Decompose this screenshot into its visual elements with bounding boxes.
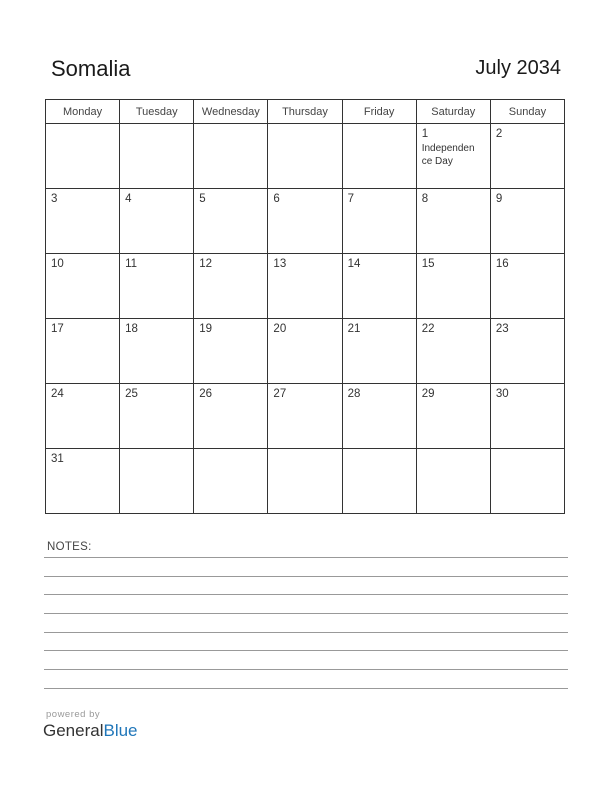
day-number: 6: [273, 193, 280, 205]
weekday-header: Saturday: [416, 100, 490, 124]
brand-text-general: General: [43, 721, 104, 740]
day-number: 4: [125, 193, 132, 205]
day-cell: [416, 384, 490, 449]
weekday-header-row: [46, 100, 565, 124]
weekday-header: Wednesday: [194, 100, 268, 124]
day-cell: [194, 189, 268, 254]
day-number: 29: [421, 388, 435, 400]
day-number: 27: [273, 388, 287, 400]
day-cell: [194, 254, 268, 319]
day-number: 11: [125, 258, 138, 270]
day-number: 16: [495, 258, 509, 270]
week-row: [46, 384, 565, 449]
week-row: [46, 254, 565, 319]
powered-by-text: powered by: [46, 709, 101, 720]
day-cell: [342, 189, 416, 254]
day-number: 13: [273, 258, 287, 270]
day-cell: [342, 449, 416, 514]
day-number: 7: [347, 193, 354, 205]
day-number: 31: [51, 453, 64, 465]
day-number: 2: [495, 128, 503, 140]
day-cell: [194, 449, 268, 514]
day-cell: [268, 384, 342, 449]
day-cell: [268, 189, 342, 254]
day-cell: [490, 124, 564, 189]
day-cell: [490, 189, 564, 254]
day-number: 12: [199, 258, 213, 270]
day-cell: [46, 384, 120, 449]
day-cell: [120, 254, 194, 319]
holiday-label: Independen ce Day: [421, 143, 475, 167]
day-cell: [268, 254, 342, 319]
day-cell: [490, 254, 564, 319]
week-row: [46, 449, 565, 514]
day-number: 3: [51, 193, 58, 205]
notes-label: NOTES:: [47, 541, 92, 553]
note-line: [44, 650, 568, 651]
day-number: 1: [421, 128, 429, 140]
day-cell: [120, 124, 194, 189]
day-cell: [416, 319, 490, 384]
day-cell: [46, 254, 120, 319]
day-number: 9: [495, 193, 503, 205]
day-number: 14: [347, 258, 361, 270]
day-number: 5: [199, 193, 206, 205]
day-number: 17: [51, 323, 64, 335]
note-line: [44, 594, 568, 595]
day-number: 22: [421, 323, 435, 335]
day-cell: [194, 319, 268, 384]
day-number: 15: [421, 258, 435, 270]
day-cell: [268, 449, 342, 514]
day-cell: [490, 384, 564, 449]
weekday-header: Friday: [342, 100, 416, 124]
week-row: [46, 189, 565, 254]
day-number: 26: [199, 388, 213, 400]
day-cell: [342, 319, 416, 384]
brand-text-blue: Blue: [103, 721, 138, 740]
calendar-month-title: July 2034: [475, 57, 561, 79]
day-cell: [268, 319, 342, 384]
week-row: [46, 319, 565, 384]
day-cell: [46, 449, 120, 514]
day-cell: [342, 124, 416, 189]
weekday-header: Thursday: [268, 100, 342, 124]
note-line: [44, 632, 568, 633]
day-cell: [46, 124, 120, 189]
day-cell: [268, 124, 342, 189]
day-number: 21: [347, 323, 361, 335]
note-line: [44, 669, 568, 670]
calendar-country-title: Somalia: [51, 56, 131, 81]
day-number: 23: [495, 323, 509, 335]
note-line: [44, 613, 568, 614]
note-line: [44, 688, 568, 689]
day-cell: [120, 449, 194, 514]
day-number: 25: [125, 388, 138, 400]
day-cell: [416, 254, 490, 319]
day-number: 18: [125, 323, 138, 335]
day-cell: [490, 449, 564, 514]
day-cell: [194, 124, 268, 189]
calendar-grid: [45, 99, 565, 514]
weekday-header: Sunday: [490, 100, 564, 124]
day-cell: [342, 254, 416, 319]
day-cell: [416, 189, 490, 254]
day-cell: [120, 384, 194, 449]
generalblue-logo: [43, 721, 138, 741]
day-cell: [342, 384, 416, 449]
day-number: 24: [51, 388, 64, 400]
note-line: [44, 557, 568, 558]
day-number: 30: [495, 388, 509, 400]
day-number: 19: [199, 323, 213, 335]
day-cell: [46, 319, 120, 384]
day-cell: [46, 189, 120, 254]
day-number: 8: [421, 193, 429, 205]
week-row: [46, 124, 565, 189]
weekday-header: Tuesday: [120, 100, 194, 124]
weekday-header: Monday: [46, 100, 120, 124]
day-number: 10: [51, 258, 64, 270]
day-number: 28: [347, 388, 361, 400]
day-number: 20: [273, 323, 287, 335]
day-cell: [194, 384, 268, 449]
day-cell: [416, 449, 490, 514]
day-cell: [120, 319, 194, 384]
day-cell: [490, 319, 564, 384]
day-cell: [416, 124, 490, 189]
day-cell: [120, 189, 194, 254]
note-line: [44, 576, 568, 577]
